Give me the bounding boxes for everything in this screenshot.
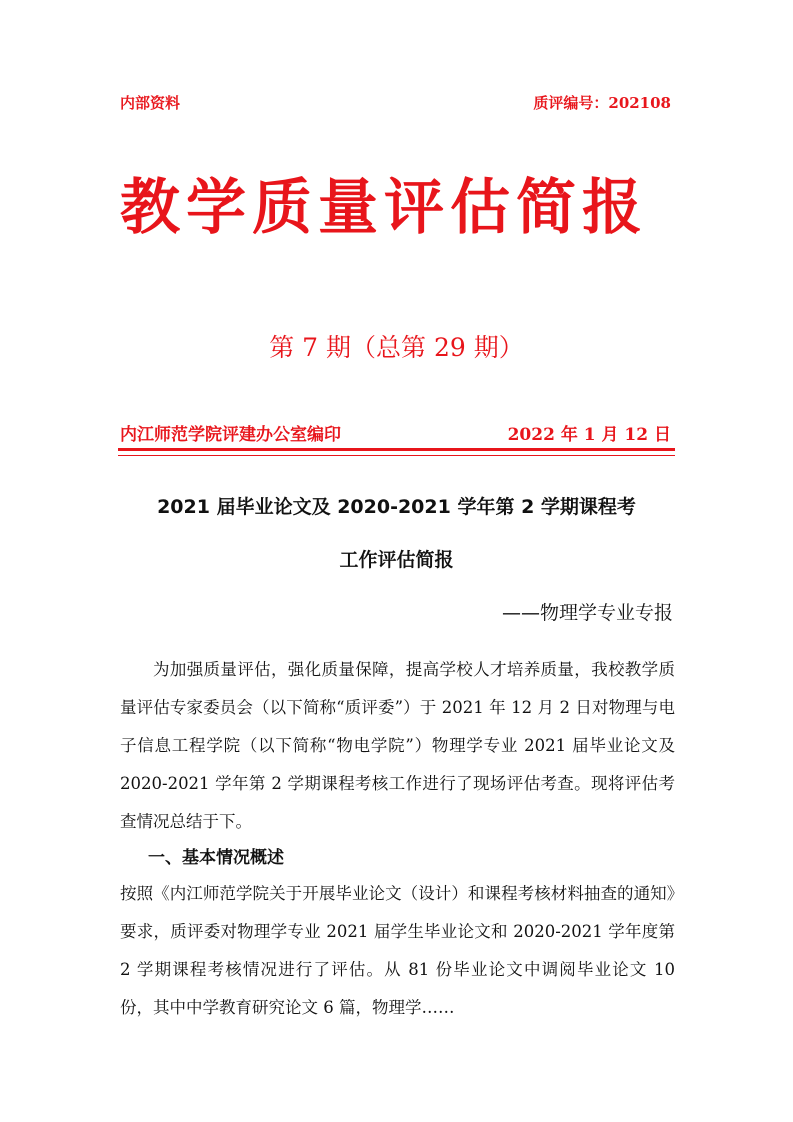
article-title-line-1: 2021 届毕业论文及 2020-2021 学年第 2 学期课程考 (157, 496, 636, 518)
masthead-rule-thin (118, 455, 675, 456)
section-heading: 一、基本情况概述 (148, 848, 284, 868)
masthead-rule-thick (118, 448, 675, 451)
article-title-line-2: 工作评估简报 (339, 549, 454, 571)
publisher-org: 内江师范学院评建办公室编印 (120, 425, 341, 445)
bulletin-title: 教学质量评估简报 (120, 173, 648, 243)
publish-date: 2022 年 1 月 12 日 (507, 425, 671, 445)
intro-paragraph: 为加强质量评估，强化质量保障，提高学校人才培养质量，我校教学质量评估专家委员会（以下简称“质评委”）于 2021 年 12 月 2 日对物理与电子信息工程学院（以下简称“物电学院”）物理学专业 2021 届毕业论文及 2020-2021 学年第 2 学期课程考核工作进行了现场评估考查。现将评估考查情况总结于下。 (120, 660, 675, 831)
article-subtitle: ——物理学专业专报 (501, 602, 673, 624)
quality-number: 质评编号：202108 (533, 94, 671, 112)
issue-number: 第 7 期（总第 29 期） (269, 333, 524, 362)
body-paragraph: 按照《内江师范学院关于开展毕业论文（设计）和课程考核材料抽查的通知》要求，质评委对物理学专业 2021 届学生毕业论文和 2020-2021 学年度第 2 学期课程考核情况进行了评估。从 81 份毕业论文中调阅毕业论文 10 份，其中中学教育研究论文 6 篇，物理学…… (120, 884, 675, 1017)
internal-material-label: 内部资料 (120, 94, 181, 112)
